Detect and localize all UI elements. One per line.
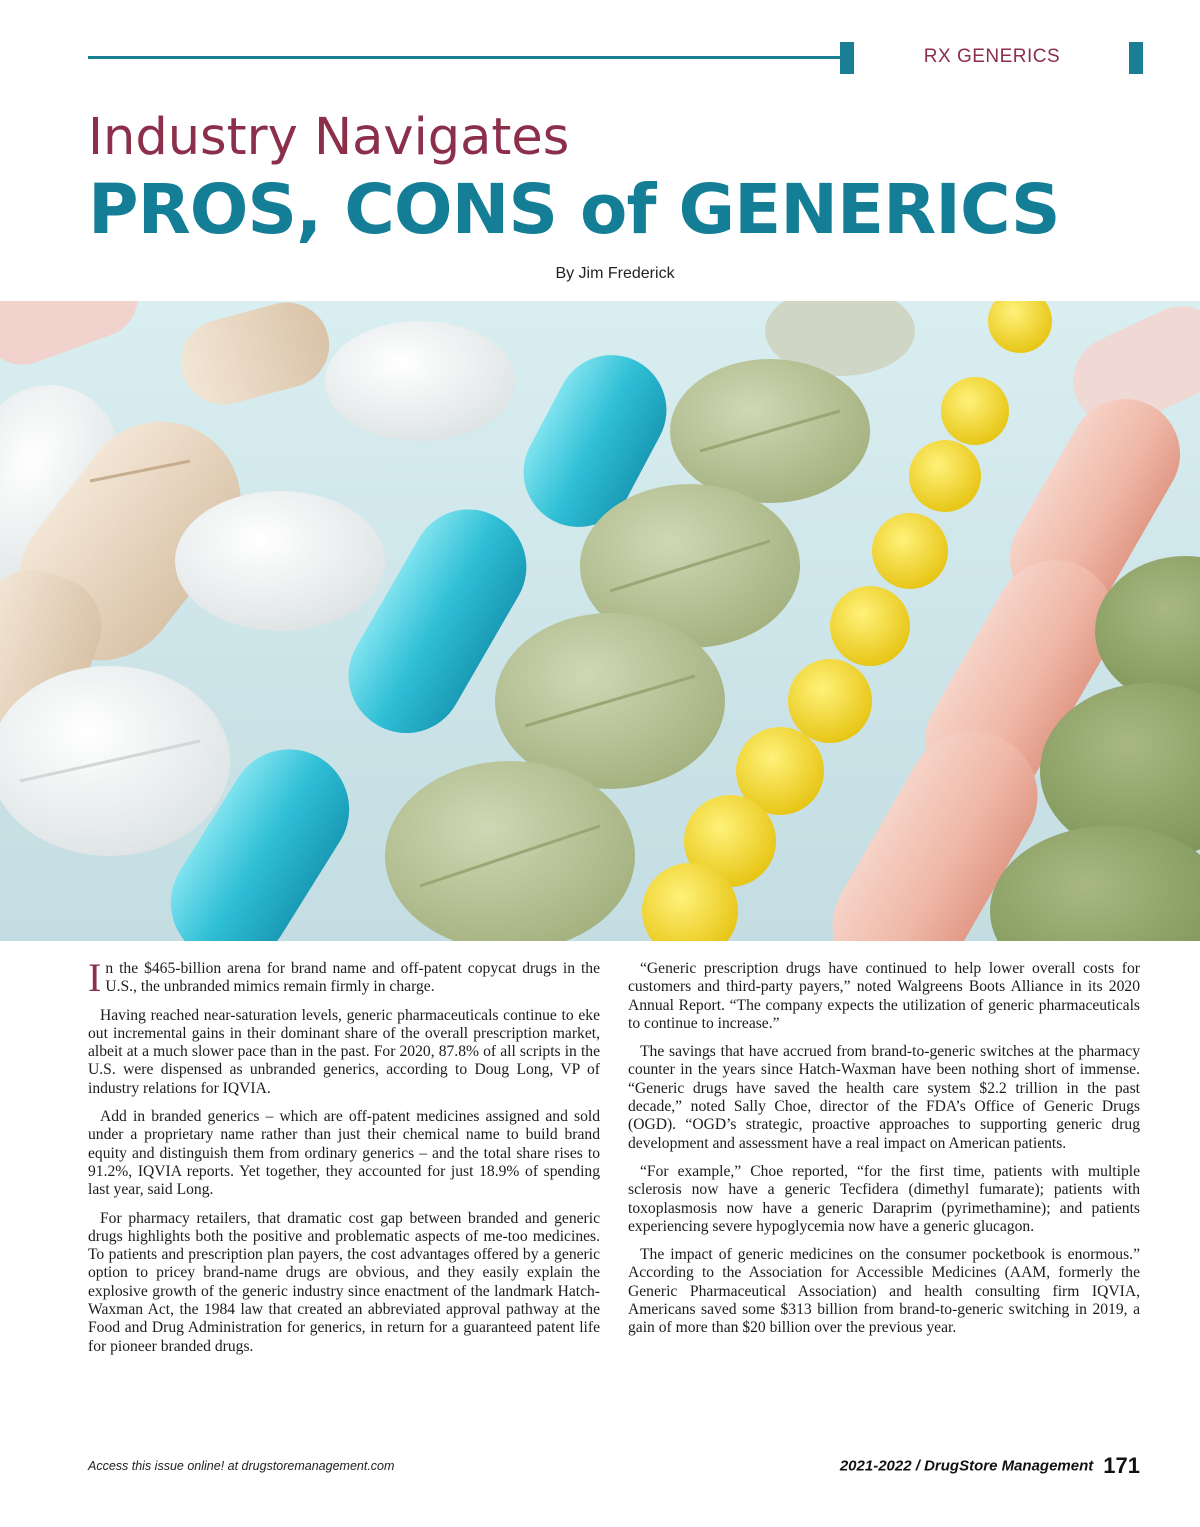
drop-cap: I [88, 955, 102, 1000]
article-paragraph: For pharmacy retailers, that dramatic cost gap between branded and generic drugs highlights both the positive and problematic aspects of me-too medicines. To patients and prescription plan payers, the cost advantages offered by a generic option to pricey brand-name drugs are obvious, and they easily explain the explosive growth of the generic industry since enactment of the landmark Hatch-Waxman Act, the 1984 law that created an abbreviated approval pathway at the Food and Drug Administration for generics, in return for a guaranteed patent life for pioneer branded drugs. [88, 1209, 600, 1355]
publication-name: 2021-2022 / DrugStore Management [839, 1457, 1094, 1475]
footer-access-link[interactable]: Access this issue online! at drugstoremanagement.com [88, 1459, 395, 1473]
article-paragraph: “Generic prescription drugs have continued to help lower overall costs for customers and third-party payers,” noted Walgreens Boots Alliance in its 2020 Annual Report. “The company expects the utilization of generic pharmaceuticals to continue to increase.” [628, 960, 1140, 1032]
article-headline: PROS, CONS of GENERICS [88, 170, 1060, 250]
article-paragraph: Having reached near-saturation levels, generic pharmaceuticals continue to eke out incremental gains in their dominant share of the overall prescription market, albeit at a much slower pace than in the past. For 2020, 87.8% of all scripts in the U.S. were dispensed as unbranded generics, according to Doug Long, VP of industry relations for IQVIA. [88, 1006, 600, 1097]
pills-illustration [0, 301, 1200, 941]
article-byline: By Jim Frederick [555, 265, 675, 282]
header-rule [88, 56, 840, 59]
article-kicker: Industry Navigates [88, 108, 570, 167]
article-paragraph: In the $465-billion arena for brand name and off-patent copycat drugs in the U.S., the unbranded mimics remain firmly in charge. [88, 955, 600, 1000]
article-paragraph: The impact of generic medicines on the consumer pocketbook is enormous.” According to the Association for Accessible Medicines (AAM, formerly the Generic Pharmaceutical Association) and health consulting firm IQVIA, Americans saved some $313 billion from brand-to-generic switching in 2019, a gain of more than $20 billion over the previous year. [628, 1246, 1140, 1337]
footer-folio [780, 1453, 1140, 1479]
article-paragraph: “For example,” Choe reported, “for the first time, patients with multiple sclerosis now have a generic Tecfidera (dimethyl fumarate); patients with toxoplasmosis now have a generic Daraprim (pyrimethamine); and patients experiencing severe hypoglycemia now have a generic glucagon. [628, 1162, 1140, 1235]
article-paragraph: The savings that have accrued from brand-to-generic switches at the pharmacy counter in the years since Hatch-Waxman have been nothing short of immense. “Generic drugs have saved the health care system $2.2 trillion in the past decade,” noted Sally Choe, director of the FDA’s Office of Generic Drugs (OGD). “OGD’s strategic, proactive approaches to supporting generic drug development and assessment have a real impact on American patients. [628, 1043, 1140, 1152]
article-column-left [88, 955, 600, 1366]
header-rule-block-right [1129, 42, 1143, 74]
article-column-right [628, 960, 1140, 1348]
page-number: 171 [1103, 1453, 1140, 1478]
article-paragraph: Add in branded generics – which are off-patent medicines assigned and sold under a proprietary name rather than just their chemical name to build brand equity and distinguish them from ordinary generics – and the total share rises to 91.2%, IQVIA reports. Yet together, they accounted for just 18.9% of spending last year, said Long. [88, 1108, 600, 1199]
pills-photo [0, 301, 1200, 941]
section-label: RX GENERICS [923, 46, 1061, 67]
header-rule-block-left [840, 42, 854, 74]
